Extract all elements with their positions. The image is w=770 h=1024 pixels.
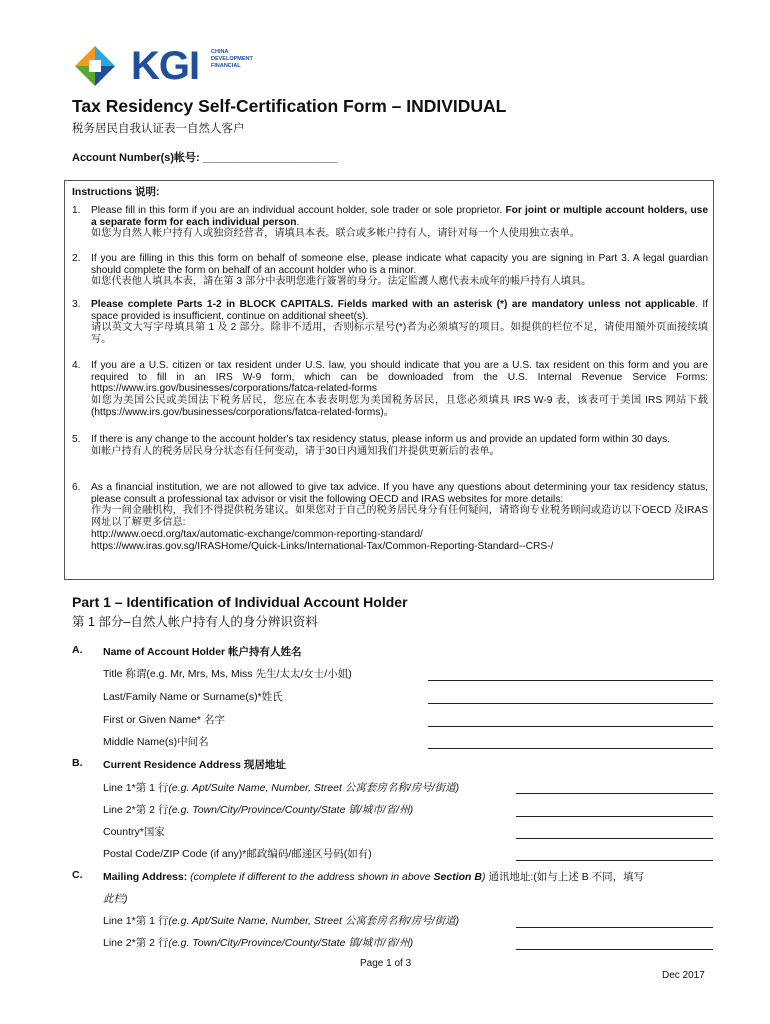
mail-line2-label: Line 2*第 2 行(e.g. Town/City/Province/County/State 镇/城市/省/州) bbox=[103, 937, 414, 949]
country-input-line[interactable] bbox=[516, 838, 713, 839]
form-subtitle: 税务居民自我认证表一自然人客户 bbox=[72, 123, 245, 135]
logo-text: KGI bbox=[131, 44, 200, 88]
mail-line1-input-line[interactable] bbox=[516, 927, 713, 928]
form-title: Tax Residency Self-Certification Form – INDIVIDUAL bbox=[72, 96, 507, 116]
section-c-title: Mailing Address: (complete if different to the address shown in above Section B) 通讯地址:(如与上述 B 不同，填写 bbox=[103, 871, 645, 883]
oecd-link[interactable]: http://www.oecd.org/tax/automatic-exchange/common-reporting-standard/ bbox=[91, 528, 423, 540]
section-b-letter: B. bbox=[72, 757, 83, 769]
instruction-item: 6. As a financial institution, we are not allowed to give tax advice. If you have any questions about determining your tax residency status, please consult a professional tax advisor or visit the following OECD and IRAS websites for more details: 作为一间金融机构，我们不得提供税务建议。如果您对于自己的税务居民身分有任何疑问，请谘询专业税务顾问或造访以下OECD 及IRAS 网址以了解更多信息: http://www.oecd.org/tax/automatic-exchange/common-reporting-standard/ https://www.iras.gov.sg/IRASHome/Quick-Links/International-Tax/Common-Reporting-Standard--CRS-/ bbox=[72, 482, 708, 552]
instruction-item: 1. Please fill in this form if you are an individual account holder, sole trader or sole proprietor. For joint or multiple account holders, use a separate form for each individual person. 如您为自然人帐户持有人或独资经营者，请填具本表。联合或多帐户持有人，请针对每一个人使用独立表单。 bbox=[72, 205, 709, 240]
logo-center bbox=[89, 60, 101, 72]
res-line2-input-line[interactable] bbox=[516, 816, 713, 817]
postal-code-label: Postal Code/ZIP Code (if any)*邮政编码/邮递区号码(如有) bbox=[103, 848, 372, 860]
account-number-field[interactable]: Account Number(s)帐号: ______________________ bbox=[72, 152, 338, 164]
postal-code-input-line[interactable] bbox=[516, 860, 713, 861]
first-name-input-line[interactable] bbox=[428, 726, 713, 727]
res-line2-label: Line 2*第 2 行(e.g. Town/City/Province/County/State 镇/城市/省/州) bbox=[103, 804, 414, 816]
mail-line2-input-line[interactable] bbox=[516, 949, 713, 950]
section-a-title: Name of Account Holder 帐户持有人姓名 bbox=[103, 646, 302, 658]
title-input-line[interactable] bbox=[428, 680, 713, 681]
section-c-title-cont: 此栏) bbox=[103, 893, 128, 905]
form-date: Dec 2017 bbox=[662, 970, 705, 981]
section-a-letter: A. bbox=[72, 644, 83, 656]
country-label: Country*国家 bbox=[103, 826, 165, 838]
section-c-letter: C. bbox=[72, 869, 83, 881]
instruction-item: 4. If you are a U.S. citizen or tax resident under U.S. law, you should indicate that you are a U.S. tax resident on this form and you are required to fill in an IRS W-9 form, which can be downloaded from the U.S. Internal Revenue Service Forms: https://www.irs.gov/businesses/corporations/fatca-related-forms 如您为美国公民或美国法下税务居民，您应在本表表明您为美国税务居民，且您必须填具 IRS W-9 表，该表可于美国 IRS 网站下载(https://www.irs.gov/businesses/corporations/fatca-related-forms)。 bbox=[72, 360, 708, 418]
instructions-title: Instructions 说明: bbox=[72, 186, 160, 198]
iras-link[interactable]: https://www.iras.gov.sg/IRASHome/Quick-Links/International-Tax/Common-Reporting-Standard--CRS-/ bbox=[91, 540, 554, 552]
section-b-title: Current Residence Address 现居地址 bbox=[103, 759, 286, 771]
first-name-label: First or Given Name* 名字 bbox=[103, 714, 225, 726]
res-line1-label: Line 1*第 1 行(e.g. Apt/Suite Name, Number, Street 公寓套房名称/房号/街道) bbox=[103, 782, 460, 794]
instruction-item: 5. If there is any change to the account holder's tax residency status, please inform us and provide an updated form within 30 days. 如帐户持有人的税务居民身分状态有任何变动，请于30日内通知我们并提供更新后的表单。 bbox=[72, 434, 671, 457]
middle-name-input-line[interactable] bbox=[428, 748, 713, 749]
instruction-item: 2. If you are filling in this this form on behalf of someone else, please indicate what capacity you are signing in Part 3. A legal guardian should complete the form on behalf of an account holder who is a minor. 如您代表他人填具本表，請在第 3 部分中表明您進行簽署的身分。法定監護人應代表未成年的帳戶持有人填具。 bbox=[72, 253, 708, 288]
mail-line1-label: Line 1*第 1 行(e.g. Apt/Suite Name, Number, Street 公寓套房名称/房号/街道) bbox=[103, 915, 460, 927]
last-name-input-line[interactable] bbox=[428, 703, 713, 704]
middle-name-label: Middle Name(s)中间名 bbox=[103, 736, 209, 748]
title-label: Title 称谓(e.g. Mr, Mrs, Ms, Miss 先生/太太/女士/小姐) bbox=[103, 668, 352, 680]
res-line1-input-line[interactable] bbox=[516, 793, 713, 794]
part1-title: Part 1 – Identification of Individual Account Holder bbox=[72, 594, 408, 610]
last-name-label: Last/Family Name or Surname(s)*姓氏 bbox=[103, 691, 283, 703]
logo-subtitle: CHINA DEVELOPMENT FINANCIAL bbox=[211, 49, 253, 69]
instruction-item: 3. Please complete Parts 1-2 in BLOCK CAPITALS. Fields marked with an asterisk (*) are mandatory unless not applicable. If space provided is insufficient, continue on additional sheet(s). 请以英文大写字母填具第 1 及 2 部分。除非不适用，否则标示星号(*)者为必须填写的项目。如提供的栏位不足，请使用額外页面接续填写。 bbox=[72, 299, 708, 346]
part1-subtitle: 第 1 部分–自然人帐户持有人的身分辨识资料 bbox=[72, 615, 318, 629]
page-number: Page 1 of 3 bbox=[360, 958, 412, 969]
